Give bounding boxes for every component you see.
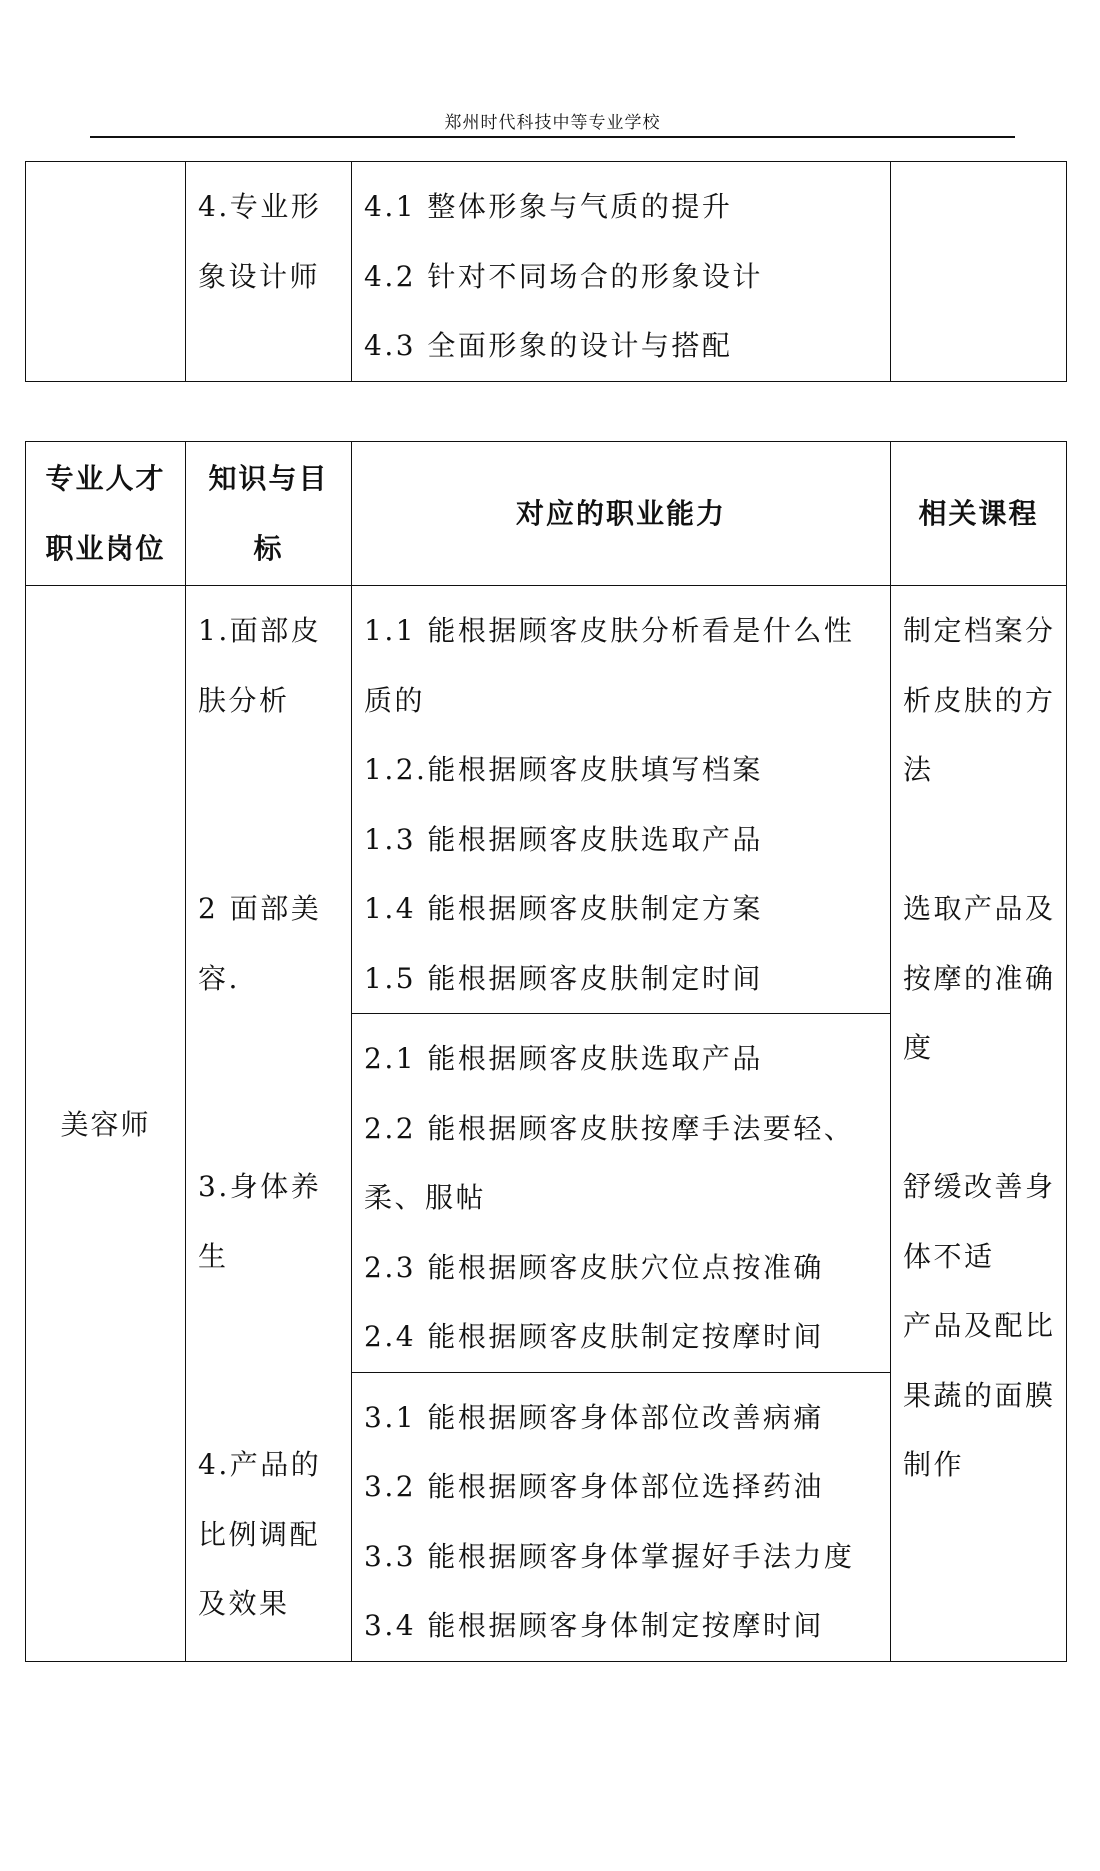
course-line: 法 xyxy=(903,753,934,786)
ability-line: 4.1 整体形象与气质的提升 xyxy=(364,190,733,223)
knowledge-line: 2 面部美 xyxy=(198,892,322,925)
ability-line: 1.3 能根据顾客皮肤选取产品 xyxy=(364,822,763,856)
course-line: 果蔬的面膜 xyxy=(903,1378,1056,1412)
knowledge-line: 4.专业形 xyxy=(198,190,322,223)
course-line: 产品及配比 xyxy=(903,1309,1056,1342)
ability-line: 质的 xyxy=(364,683,426,717)
knowledge-cell xyxy=(186,162,352,382)
table-row xyxy=(26,162,1067,382)
knowledge-line: 肤分析 xyxy=(198,683,290,717)
knowledge-line: 4.产品的 xyxy=(198,1448,322,1481)
course-line: 制作 xyxy=(903,1448,965,1481)
page-header-school: 郑州时代科技中等专业学校 xyxy=(444,113,661,133)
ability-line: 3.2 能根据顾客身体部位选择药油 xyxy=(364,1470,824,1503)
table-header-row xyxy=(26,442,1067,586)
table-continuation xyxy=(25,161,1067,382)
course-line: 体不适 xyxy=(903,1239,995,1273)
ability-line: 2.3 能根据顾客皮肤穴位点按准确 xyxy=(364,1250,824,1284)
ability-line: 2.1 能根据顾客皮肤选取产品 xyxy=(364,1042,763,1075)
knowledge-line: 1.面部皮 xyxy=(198,614,322,647)
ability-line: 1.2.能根据顾客皮肤填写档案 xyxy=(364,753,763,786)
course-line: 度 xyxy=(903,1031,934,1064)
ability-line: 1.5 能根据顾客皮肤制定时间 xyxy=(364,961,763,995)
ability-cell xyxy=(352,162,891,382)
course-line: 选取产品及 xyxy=(903,892,1056,925)
ability-line: 柔、服帖 xyxy=(364,1181,487,1214)
header-divider xyxy=(90,136,1015,138)
ability-line: 3.3 能根据顾客身体掌握好手法力度 xyxy=(364,1539,855,1573)
knowledge-line: 3.身体养 xyxy=(198,1170,322,1203)
ability-line: 2.4 能根据顾客皮肤制定按摩时间 xyxy=(364,1320,824,1353)
knowledge-cell xyxy=(186,586,352,1662)
knowledge-line: 象设计师 xyxy=(198,259,321,293)
ability-group-1 xyxy=(352,586,891,1014)
header-course: 相关课程 xyxy=(891,442,1067,586)
ability-group-2 xyxy=(352,1014,891,1373)
knowledge-line: 比例调配 xyxy=(198,1517,321,1551)
ability-line: 2.2 能根据顾客皮肤按摩手法要轻、 xyxy=(364,1111,855,1145)
ability-line: 4.3 全面形象的设计与搭配 xyxy=(364,329,733,362)
knowledge-line: 容. xyxy=(198,961,240,995)
course-cell xyxy=(891,586,1067,1662)
ability-line: 4.2 针对不同场合的形象设计 xyxy=(364,259,763,293)
course-line: 舒缓改善身 xyxy=(903,1170,1056,1203)
course-line: 按摩的准确 xyxy=(903,961,1056,995)
ability-line: 3.4 能根据顾客身体制定按摩时间 xyxy=(364,1609,824,1642)
knowledge-line: 生 xyxy=(198,1239,229,1273)
course-line: 析皮肤的方 xyxy=(903,683,1056,717)
table-row xyxy=(26,586,1067,1014)
ability-line: 3.1 能根据顾客身体部位改善病痛 xyxy=(364,1400,824,1434)
header-post: 专业人才 职业岗位 xyxy=(26,442,186,586)
post-cell xyxy=(26,162,186,382)
course-cell xyxy=(891,162,1067,382)
course-line: 制定档案分 xyxy=(903,614,1056,647)
header-ability: 对应的职业能力 xyxy=(352,442,891,586)
post-cell: 美容师 xyxy=(26,586,186,1662)
knowledge-line: 及效果 xyxy=(198,1587,290,1620)
table-career-abilities xyxy=(25,441,1067,1662)
ability-line: 1.1 能根据顾客皮肤分析看是什么性 xyxy=(364,614,855,647)
ability-group-3 xyxy=(352,1372,891,1661)
ability-line: 1.4 能根据顾客皮肤制定方案 xyxy=(364,892,763,925)
header-knowledge: 知识与目 标 xyxy=(186,442,352,586)
